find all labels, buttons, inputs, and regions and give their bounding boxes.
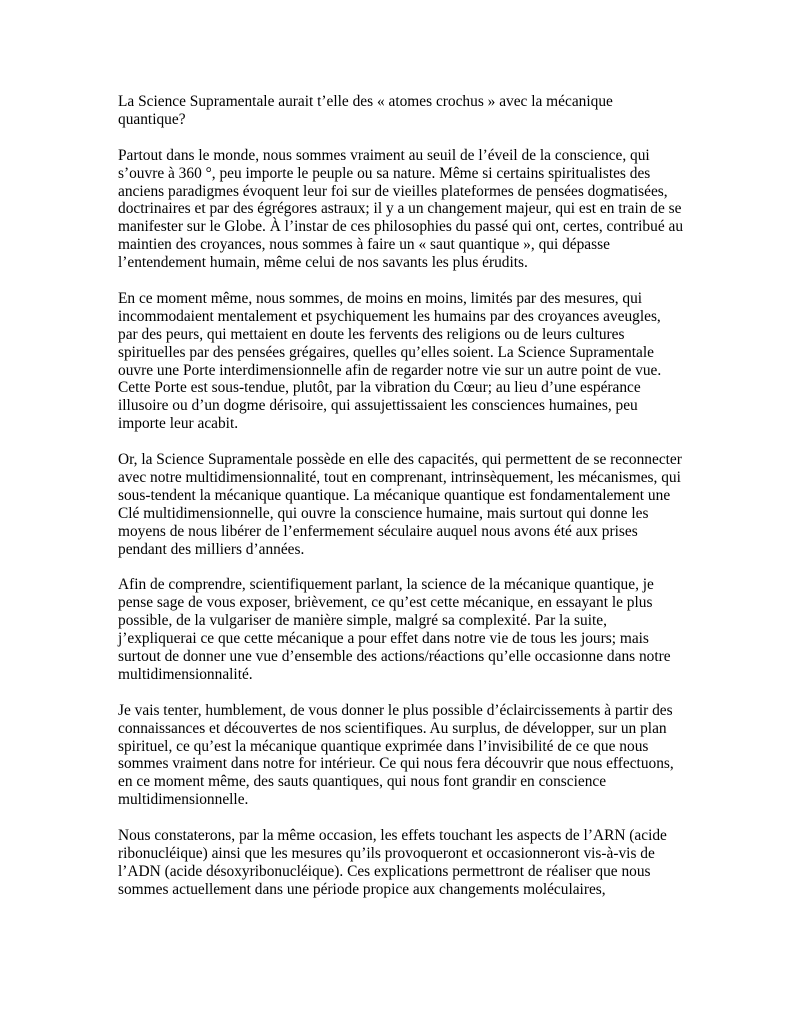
document-title: La Science Supramentale aurait t’elle des « atomes crochus » avec la mécanique quantique?	[118, 93, 613, 128]
paragraph-2: En ce moment même, nous sommes, de moins en moins, limités par des mesures, qui incommodaient mentalement et psychiquement les humains par des croyances aveugles, par des peurs, qui mettaient en doute les fervents des religions ou de leurs cultures spirituelles par des pensées grégaires, quelles qu’elles soient. La Science Supramentale ouvre une Porte interdimensionnelle afin de regarder notre vie sur un autre point de vue. Cette Porte est sous-tendue, plutôt, par la vibration du Cœur; au lieu d’une espérance illusoire ou d’un dogme dérisoire, qui assujettissaient les consciences humaines, peu importe leur acabit.	[118, 289, 662, 433]
paragraph-5: Je vais tenter, humblement, de vous donner le plus possible d’éclaircissements à partir des connaissances et découvertes de nos scientifiques. Au surplus, de développer, sur un plan spirituel, ce qu’est la mécanique quantique exprimée dans l’invisibilité de ce que nous sommes vraiment dans notre for intérieur. Ce qui nous fera découvrir que nous effectuons, en ce moment même, des sauts quantiques, qui nous font grandir en conscience multidimensionnelle.	[118, 701, 674, 809]
document-page	[118, 93, 684, 917]
paragraph-3: Or, la Science Supramentale possède en elle des capacités, qui permettent de se reconnecter avec notre multidimensionnalité, tout en comprenant, intrinsèquement, les mécanismes, qui sous-tendent la mécanique quantique. La mécanique quantique est fondamentalement une Clé multidimensionnelle, qui ouvre la conscience humaine, mais surtout qui donne les moyens de nous libérer de l’enfermement séculaire auquel nous avons été aux prises pendant des milliers d’années.	[118, 451, 682, 558]
paragraph-1: Partout dans le monde, nous sommes vraiment au seuil de l’éveil de la conscience, qui s’ouvre à 360 °, peu importe le peuple ou sa nature. Même si certains spiritualistes des anciens paradigmes évoquent leur foi sur de vieilles plateformes de pensées dogmatisées, doctrinaires et par des égrégores astraux; il y a un changement majeur, qui est en train de se manifester sur le Globe. À l’instar de ces philosophies du passé qui ont, certes, contribué au maintien des croyances, nous sommes à faire un « saut quantique », qui dépasse l’entendement humain, même celui de nos savants les plus érudits.	[118, 146, 684, 272]
paragraph-4: Afin de comprendre, scientifiquement parlant, la science de la mécanique quantique, je pense sage de vous exposer, brièvement, ce qu’est cette mécanique, en essayant le plus possible, de la vulgariser de manière simple, malgré sa complexité. Par la suite, j’expliquerai ce que cette mécanique a pour effet dans notre vie de tous les jours; mais surtout de donner une vue d’ensemble des actions/réactions qu’elle occasionne dans notre multidimensionnalité.	[118, 576, 671, 683]
paragraph-6: Nous constaterons, par la même occasion, les effets touchant les aspects de l’ARN (acide ribonucléique) ainsi que les mesures qu’ils provoqueront et occasionneront vis-à-vis de l’ADN (acide désoxyribonucléique). Ces explications permettront de réaliser que nous sommes actuellement dans une période propice aux changements moléculaires,	[118, 827, 667, 898]
